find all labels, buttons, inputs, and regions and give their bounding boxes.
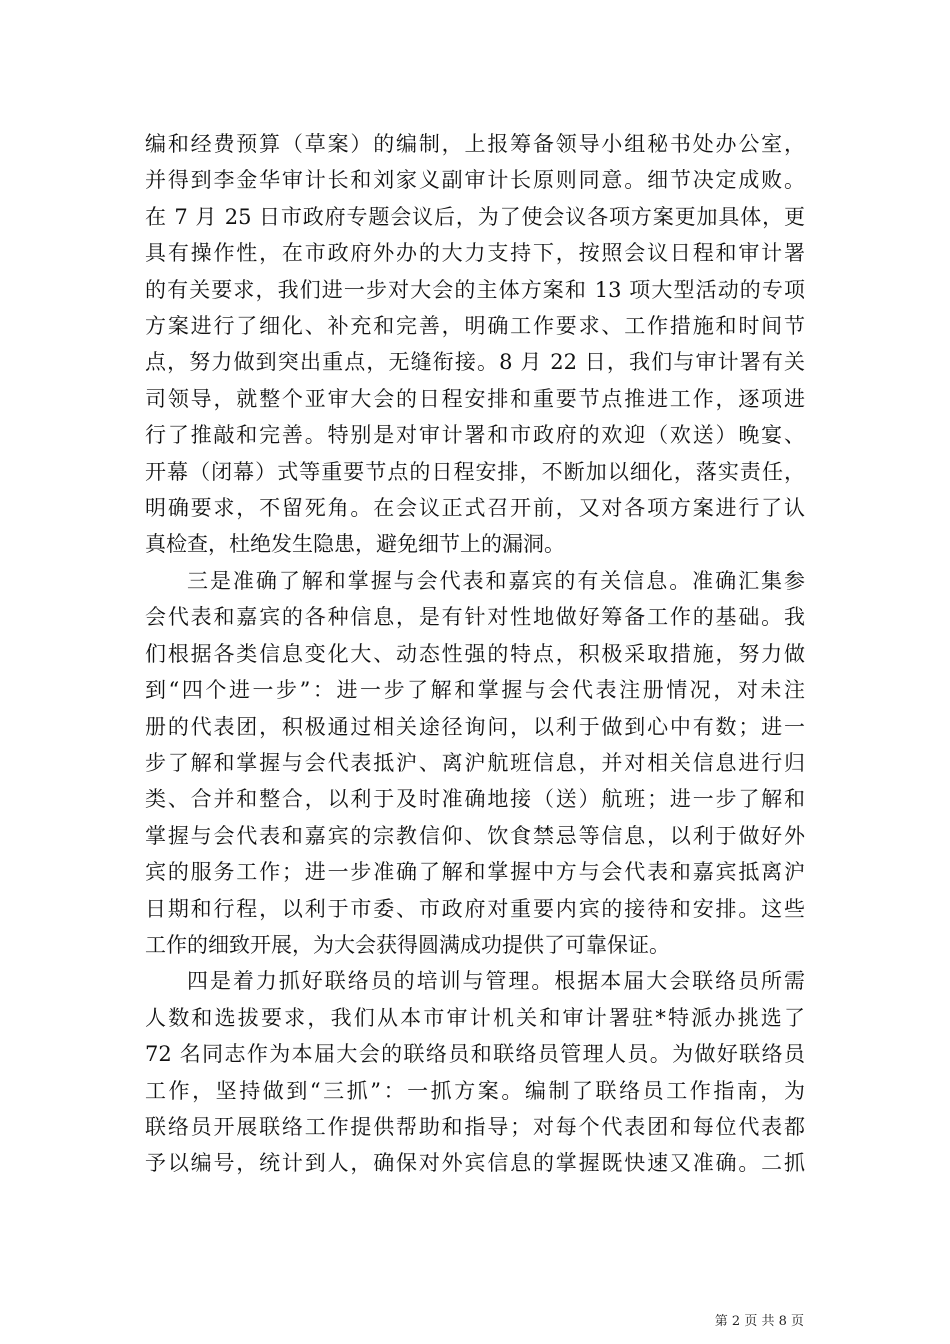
text-line: 宾的服务工作；进一步准确了解和掌握中方与会代表和嘉宾抵离沪	[145, 860, 805, 885]
text-line: 在 7 月 25 日市政府专题会议后，为了使会议各项方案更加具体，更	[145, 204, 805, 229]
text-line: 司领导，就整个亚审大会的日程安排和重要节点推进工作，逐项进	[145, 386, 805, 411]
text-line: 人数和选拔要求，我们从本市审计机关和审计署驻*特派办挑选了	[145, 1005, 805, 1030]
body-text	[145, 126, 805, 1182]
paragraph-1	[145, 126, 805, 563]
text-line: 并得到李金华审计长和刘家义副审计长原则同意。细节决定成败。	[145, 168, 805, 193]
text-line: 真检查，杜绝发生隐患，避免细节上的漏洞。	[145, 532, 565, 557]
text-line: 到“四个进一步”：进一步了解和掌握与会代表注册情况，对未注	[145, 678, 805, 703]
text-line: 们根据各类信息变化大、动态性强的特点，积极采取措施，努力做	[145, 641, 805, 666]
text-line: 72 名同志作为本届大会的联络员和联络员管理人员。为做好联络员	[145, 1042, 805, 1067]
paragraph-3	[145, 963, 805, 1181]
text-line: 点，努力做到突出重点，无缝衔接。8 月 22 日，我们与审计署有关	[145, 350, 805, 375]
text-line: 类、合并和整合，以利于及时准确地接（送）航班；进一步了解和	[145, 787, 805, 812]
text-line: 开幕（闭幕）式等重要节点的日程安排，不断加以细化，落实责任，	[145, 459, 805, 484]
text-line: 明确要求，不留死角。在会议正式召开前，又对各项方案进行了认	[145, 496, 805, 521]
text-line: 具有操作性，在市政府外办的大力支持下，按照会议日程和审计署	[145, 241, 805, 266]
page-number-footer: 第 2 页 共 8 页	[714, 1314, 804, 1329]
text-line: 行了推敲和完善。特别是对审计署和市政府的欢迎（欢送）晚宴、	[145, 423, 805, 448]
text-line: 日期和行程，以利于市委、市政府对重要内宾的接待和安排。这些	[145, 896, 805, 921]
text-line: 会代表和嘉宾的各种信息，是有针对性地做好筹备工作的基础。我	[145, 605, 805, 630]
text-line: 予以编号，统计到人，确保对外宾信息的掌握既快速又准确。二抓	[145, 1151, 805, 1176]
text-line: 工作，坚持做到“三抓”：一抓方案。编制了联络员工作指南，为	[145, 1078, 805, 1103]
text-line: 册的代表团，积极通过相关途径询问，以利于做到心中有数；进一	[145, 714, 805, 739]
text-line: 工作的细致开展，为大会获得圆满成功提供了可靠保证。	[145, 932, 670, 957]
text-line: 四是着力抓好联络员的培训与管理。根据本届大会联络员所需	[187, 969, 805, 994]
text-line: 方案进行了细化、补充和完善，明确工作要求、工作措施和时间节	[145, 314, 805, 339]
text-line: 步了解和掌握与会代表抵沪、离沪航班信息，并对相关信息进行归	[145, 750, 805, 775]
text-line: 联络员开展联络工作提供帮助和指导；对每个代表团和每位代表都	[145, 1114, 805, 1139]
paragraph-2	[145, 563, 805, 963]
text-line: 掌握与会代表和嘉宾的宗教信仰、饮食禁忌等信息，以利于做好外	[145, 823, 805, 848]
text-line: 的有关要求，我们进一步对大会的主体方案和 13 项大型活动的专项	[145, 277, 805, 302]
text-line: 三是准确了解和掌握与会代表和嘉宾的有关信息。准确汇集参	[187, 568, 805, 593]
text-line: 编和经费预算（草案）的编制，上报筹备领导小组秘书处办公室，	[145, 132, 805, 156]
